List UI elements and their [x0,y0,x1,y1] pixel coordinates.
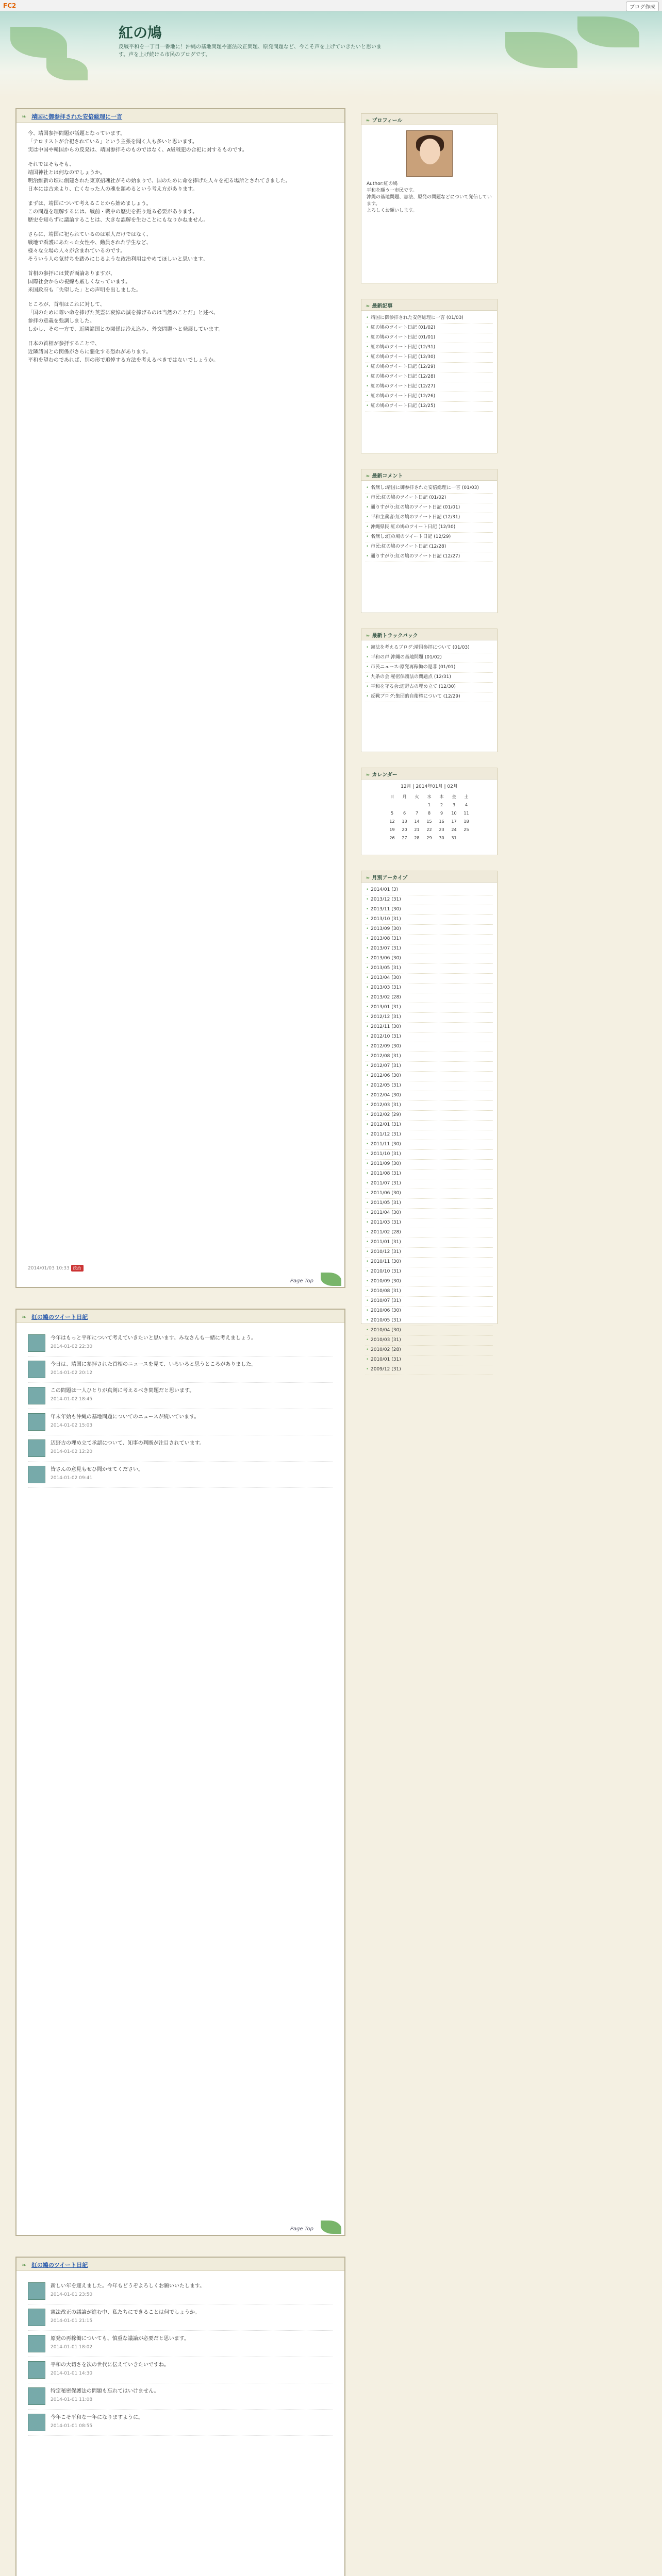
archive-item[interactable]: • 2010/09 (30) [366,1277,493,1287]
calendar-day [460,834,473,842]
tweet-time[interactable]: 2014-01-01 08:55 [51,2424,93,2429]
archive-item[interactable]: • 2011/08 (31) [366,1170,493,1179]
entry-date[interactable]: 2014/01/03 10:33 [28,1266,70,1271]
fc2-logo[interactable]: FC2 [3,2,16,9]
weekday-label: 火 [415,794,419,799]
archive-item[interactable]: • 2010/10 (31) [366,1267,493,1277]
list-item[interactable]: • 平和の声:沖縄の基地問題 (01/02) [366,653,493,663]
tweet-item [28,1409,333,1435]
calendar-day: 11 [464,810,469,816]
avatar[interactable] [28,1387,45,1404]
list-item[interactable]: • 沖縄県民:紅の鳩のツイート日記 (12/30) [366,523,493,533]
archive-item[interactable]: • 2013/10 (31) [366,915,493,925]
widget-title: ❧ 最新コメント [361,469,497,481]
tweet-text: 新しい年を迎えました。今年もどうぞよろしくお願いいたします。 [51,2283,205,2289]
entry-heading [16,109,344,123]
list-item[interactable]: • 名無し:紅の鳩のツイート日記 (12/29) [366,533,493,543]
avatar[interactable] [28,1466,45,1483]
page-top-link[interactable]: Page Top [290,1278,313,1284]
archive-item[interactable]: • 2011/04 (30) [366,1209,493,1218]
entry-paragraph: 今、靖国参拝問題が話題となっています。 「テロリストが合祀されている」という主張を聞く人も多いと思います。 実は中国や韓国からの反発は、靖国参拝そのものではなく、A級戦犯の合祀に対するものです。 [28,131,247,153]
calendar-day: 20 [402,827,407,832]
tweet-text: 憲法改正の議論が進む中、私たちにできることは何でしょうか。 [51,2310,200,2315]
entry-paragraph: それではそもそも、 靖国神社とは何なのでしょうか。 明治維新の頃に創建された東京招魂社がその始まりで、国のために命を捧げた人々を祀る場所とされてきました。 日本には古来より、亡くなった人の魂を鎮めるという考え方があります。 [28,162,291,192]
calendar-day: 26 [389,835,395,840]
fc2-toolbar [0,0,662,11]
list-item[interactable]: • 平和主義者:紅の鳩のツイート日記 (12/31) [366,513,493,523]
tweet-item [28,2357,333,2383]
tweet-time[interactable]: 2014-01-02 12:20 [51,1449,93,1454]
tweet-text: 年末年始も沖縄の基地問題についてのニュースが続いています。 [51,1414,200,1420]
calendar-day[interactable]: 2 [440,802,443,807]
calendar-day: 14 [414,819,420,824]
widget-title: ❧ 最新記事 [361,299,497,311]
avatar[interactable] [28,2335,45,2352]
archive-item[interactable]: • 2012/04 (30) [366,1091,493,1101]
entry-paragraph: まずは、靖国について考えることから始めましょう。 この問題を理解するには、戦前・戦中の歴史を振り返る必要があります。 歴史を知らずに議論することは、大きな誤解を生むことにもなりかねません。 [28,201,209,223]
calendar-table [386,792,473,842]
leaf-bullet-icon: ❧ [366,118,370,124]
tweet-item [28,2304,333,2331]
archive-item[interactable]: • 2013/06 (30) [366,954,493,964]
list-item[interactable]: • 紅の鳩のツイート日記 (12/25) [366,402,493,412]
archive-item[interactable]: • 2013/05 (31) [366,964,493,974]
tweet-text: 今年はもっと平和について考えていきたいと思います。みなさんも一緒に考えましょう。 [51,1335,256,1341]
widget-title: ❧ カレンダー [361,768,497,779]
blog-entry [15,108,345,1288]
list-item[interactable]: • 紅の鳩のツイート日記 (12/26) [366,392,493,402]
leaf-decoration-icon [10,27,67,58]
tweet-item [28,2383,333,2410]
archive-item[interactable]: • 2010/01 (31) [366,1355,493,1365]
archive-item[interactable]: • 2010/11 (30) [366,1258,493,1267]
entry-title-link[interactable]: 紅の鳩のツイート日記 [31,2262,88,2268]
entry-title-link[interactable]: 靖国に御参拝された安倍総理に一言 [31,113,123,120]
recent-comments-widget [361,469,498,613]
calendar-day: 7 [415,810,419,816]
tweet-item [28,1435,333,1462]
archive-item[interactable]: • 2011/05 (31) [366,1199,493,1209]
tweet-text: 原発の再稼働についても、慎重な議論が必要だと思います。 [51,2336,189,2342]
archive-item[interactable]: • 2011/02 (28) [366,1228,493,1238]
leaf-bullet-icon: ❧ [366,633,370,639]
list-item[interactable]: • 紅の鳩のツイート日記 (12/27) [366,382,493,392]
profile-name: Author:紅の鳩 [367,181,398,187]
list-item[interactable]: • 紅の鳩のツイート日記 (12/31) [366,343,493,353]
calendar-day: 6 [403,810,406,816]
tweet-item [28,2410,333,2436]
calendar-day: 29 [426,835,432,840]
blog-title[interactable]: 紅の鳩 [119,24,162,41]
weekday-label: 日 [390,794,394,799]
page-top-link[interactable]: Page Top [290,2226,313,2232]
widget-title: ❧ プロフィール [361,114,497,125]
leaf-bullet-icon: ❧ [22,113,27,120]
archive-item[interactable]: • 2012/11 (30) [366,1023,493,1032]
list-item[interactable]: • 平和を守る会:辺野古の埋め立て (12/30) [366,683,493,692]
tweet-time[interactable]: 2014-01-01 14:30 [51,2371,93,2376]
list-item[interactable]: • 通りすがり:紅の鳩のツイート日記 (12/27) [366,552,493,562]
entry-body [16,2271,344,2443]
entry-title-link[interactable]: 紅の鳩のツイート日記 [31,1314,88,1320]
leaf-decoration-icon [46,58,88,80]
leaf-bullet-icon: ❧ [366,875,370,881]
archive-item[interactable]: • 2011/07 (31) [366,1179,493,1189]
entry-paragraph: さらに、靖国に祀られているのは軍人だけではなく、 戦地で看護にあたった女性や、動員された学生など、 様々な立場の人々が含まれているのです。 そういう人の気持ちを踏みにじるような政治利用はやめてほしいと思います。 [28,232,208,262]
list-item[interactable]: • 反戦ブログ:集団的自衛権について (12/29) [366,692,493,702]
archive-item[interactable]: • 2011/09 (30) [366,1160,493,1170]
archive-item[interactable]: • 2012/07 (31) [366,1062,493,1072]
tweet-item [28,2278,333,2304]
recent-entries-list [361,311,497,415]
archive-item[interactable]: • 2012/08 (31) [366,1052,493,1062]
calendar-day: 25 [464,827,469,832]
tweet-time[interactable]: 2014-01-02 18:45 [51,1397,93,1402]
archive-item[interactable]: • 2014/01 (3) [366,886,493,895]
tweet-time[interactable]: 2014-01-02 09:41 [51,1476,93,1481]
tweet-time[interactable]: 2014-01-02 20:12 [51,1370,93,1376]
archive-item[interactable]: • 2013/02 (28) [366,993,493,1003]
archive-item[interactable]: • 2010/02 (28) [366,1346,493,1355]
entry-heading [16,2258,344,2271]
recent-entries-widget [361,299,498,453]
entry-body [16,1323,344,1495]
entry-footer [28,1265,84,1272]
list-item[interactable]: • 紅の鳩のツイート日記 (01/02) [366,324,493,333]
list-item[interactable]: • 九条の会:秘密保護法の問題点 (12/31) [366,673,493,683]
archive-item[interactable]: • 2012/01 (31) [366,1121,493,1130]
calendar-day: 30 [439,835,444,840]
weekday-label: 土 [464,794,469,799]
archive-item[interactable]: • 2011/12 (31) [366,1130,493,1140]
entry-paragraph: 日本の首相が参拝することで、 近隣諸国との関係がさらに悪化する恐れがあります。 平和を望むのであれば、別の形で追悼する方法を考えるべきではないでしょうか。 [28,341,219,363]
archive-item[interactable]: • 2011/03 (31) [366,1218,493,1228]
archive-item[interactable]: • 2012/02 (29) [366,1111,493,1121]
calendar-day: 15 [426,819,432,824]
calendar-day: 24 [451,827,457,832]
trackbacks-widget [361,629,498,752]
calendar-day: 4 [465,802,468,807]
archive-item[interactable]: • 2013/08 (31) [366,935,493,944]
avatar[interactable] [28,1334,45,1352]
list-item[interactable]: • 憲法を考えるブログ:靖国参拝について (01/03) [366,643,493,653]
calendar-day [411,801,423,809]
archive-item[interactable]: • 2010/06 (30) [366,1307,493,1316]
tweet-text: この問題は一人ひとりが真剣に考えるべき問題だと思います。 [51,1388,195,1394]
list-item[interactable]: • 紅の鳩のツイート日記 (12/30) [366,353,493,363]
profile-text: 平和を願う一市民です。 沖縄の基地問題、憲法、原発の問題などについて発信しています。 よろしくお願いします。 [367,188,492,213]
archive-item[interactable]: • 2011/10 (31) [366,1150,493,1160]
tweet-time[interactable]: 2014-01-01 23:50 [51,2292,93,2297]
archive-item[interactable]: • 2012/10 (31) [366,1032,493,1042]
archive-item[interactable]: • 2009/12 (31) [366,1365,493,1375]
list-item[interactable]: • 市民ニュース:原発再稼働の是非 (01/01) [366,663,493,673]
calendar-day: 10 [451,810,457,816]
archive-item[interactable]: • 2010/04 (30) [366,1326,493,1336]
archive-item[interactable]: • 2012/09 (30) [366,1042,493,1052]
avatar[interactable] [28,1439,45,1457]
weekday-label: 月 [402,794,407,799]
tweet-item [28,1383,333,1409]
list-item[interactable]: • 紅の鳩のツイート日記 (12/28) [366,372,493,382]
list-item[interactable]: • 市民:紅の鳩のツイート日記 (01/02) [366,494,493,503]
blog-entry [15,2257,345,2576]
tweet-time[interactable]: 2014-01-01 21:15 [51,2318,93,2324]
calendar-day: 18 [464,819,469,824]
calendar-day: 31 [451,835,457,840]
avatar[interactable] [28,1361,45,1378]
calendar-day: 21 [414,827,420,832]
archive-item[interactable]: • 2013/12 (31) [366,895,493,905]
calendar-month-nav[interactable]: 12月 | 2014年01月 | 02月 [401,784,458,789]
widget-title: ❧ 月別アーカイブ [361,871,497,883]
tweet-item [28,1330,333,1357]
tweet-time[interactable]: 2014-01-01 11:08 [51,2397,93,2402]
avatar[interactable] [28,1413,45,1431]
calendar-day: 5 [390,810,394,816]
tweet-text: 今日は、靖国に参拝された首相のニュースを見て、いろいろと思うところがありました。 [51,1362,257,1367]
leaf-bullet-icon: ❧ [366,772,370,778]
tweet-item [28,2331,333,2357]
tweet-text: 平和の大切さを次の世代に伝えていきたいですね。 [51,2362,169,2368]
calendar-day: 12 [389,819,395,824]
list-item[interactable]: • 紅の鳩のツイート日記 (12/29) [366,363,493,372]
leaf-decoration-icon [505,32,577,68]
calendar-day: 27 [402,835,407,840]
leaf-bullet-icon: ❧ [22,2262,27,2268]
weekday-label: 木 [439,794,444,799]
leaf-corner-icon [321,2221,341,2234]
archive-item[interactable]: • 2013/11 (30) [366,905,493,915]
tweet-item [28,1462,333,1488]
archive-item[interactable]: • 2010/03 (31) [366,1336,493,1346]
calendar-day [399,801,411,809]
entry-heading [16,1310,344,1323]
tweet-time[interactable]: 2014-01-01 18:02 [51,2345,93,2350]
tweet-text: 今年こそ平和な一年になりますように。 [51,2415,143,2420]
weekday-label: 水 [427,794,432,799]
entry-body [16,123,344,378]
tweet-text: 特定秘密保護法の問題も忘れてはいけません。 [51,2388,159,2394]
trackbacks-list [361,640,497,705]
entry-paragraph: 首相の参拝には賛否両論ありますが、 国際社会からの視線も厳しくなっています。 米国政府も「失望した」との声明を出しました。 [28,271,141,293]
avatar[interactable] [28,2309,45,2326]
create-blog-button[interactable]: ブログ作成 [626,2,659,11]
widget-title: ❧ 最新トラックバック [361,629,497,640]
calendar-day[interactable]: 3 [452,802,456,807]
calendar-day: 16 [439,819,444,824]
tweet-item [28,1357,333,1383]
calendar-day: 22 [426,827,432,832]
blog-description: 反戦平和を一丁目一番地に！沖縄の基地問題や憲法改正問題、原発問題など、今こそ声を上げていきたいと思います。声を上げ続ける市民のブログです。 [119,44,382,58]
profile-widget [361,113,498,283]
leaf-corner-icon [321,1273,341,1286]
calendar-day: 17 [451,819,457,824]
archive-list [361,883,497,1378]
category-tag[interactable]: 政治 [71,1265,84,1272]
avatar[interactable] [28,2361,45,2379]
recent-comments-list [361,481,497,565]
list-item[interactable]: • 市民:紅の鳩のツイート日記 (12/28) [366,543,493,552]
archive-item[interactable]: • 2011/11 (30) [366,1140,493,1150]
archive-item[interactable]: • 2012/06 (30) [366,1072,493,1081]
leaf-bullet-icon: ❧ [366,303,370,309]
archive-item[interactable]: • 2013/01 (31) [366,1003,493,1013]
leaf-decoration-icon [577,16,639,47]
tweet-time[interactable]: 2014-01-02 22:30 [51,1344,93,1349]
archive-item[interactable]: • 2011/01 (31) [366,1238,493,1248]
avatar[interactable] [28,2387,45,2405]
archives-widget [361,871,498,1372]
avatar[interactable] [28,2414,45,2431]
calendar-day: 9 [440,810,443,816]
leaf-bullet-icon: ❧ [22,1314,27,1320]
calendar-day: 8 [427,810,431,816]
calendar-day: 13 [402,819,407,824]
archive-item[interactable]: • 2010/05 (31) [366,1316,493,1326]
tweet-text: 皆さんの意見もぜひ聞かせてください。 [51,1467,143,1472]
calendar-day[interactable]: 1 [427,802,431,807]
calendar-day: 19 [389,827,395,832]
tweet-time[interactable]: 2014-01-02 15:03 [51,1423,93,1428]
archive-item[interactable]: • 2013/04 (30) [366,974,493,984]
archive-item[interactable]: • 2012/12 (31) [366,1013,493,1023]
list-item[interactable]: • 通りすがり:紅の鳩のツイート日記 (01/01) [366,503,493,513]
entry-paragraph: ところが、首相はこれに対して、 「国のために尊い命を捧げた英霊に哀悼の誠を捧げるのは当然のことだ」と述べ、 参拝の意義を強調しました。 しかし、その一方で、近隣諸国との関係は冷え込み、外交問題へと発展しています。 [28,302,224,332]
archive-item[interactable]: • 2011/06 (30) [366,1189,493,1199]
leaf-bullet-icon: ❧ [366,473,370,479]
archive-item[interactable]: • 2010/07 (31) [366,1297,493,1307]
archive-item[interactable]: • 2010/08 (31) [366,1287,493,1297]
avatar[interactable] [28,2282,45,2300]
archive-item[interactable]: • 2013/09 (30) [366,925,493,935]
blog-entry [15,1309,345,2236]
archive-item[interactable]: • 2012/03 (31) [366,1101,493,1111]
list-item[interactable]: • 紅の鳩のツイート日記 (01/01) [366,333,493,343]
archive-item[interactable]: • 2013/07 (31) [366,944,493,954]
calendar-day: 28 [414,835,420,840]
archive-item[interactable]: • 2012/05 (31) [366,1081,493,1091]
archive-item[interactable]: • 2010/12 (31) [366,1248,493,1258]
weekday-label: 金 [452,794,456,799]
calendar-widget [361,768,498,855]
tweet-text: 辺野古の埋め立て承認について、知事の判断が注目されています。 [51,1440,205,1446]
profile-avatar[interactable] [406,130,453,177]
list-item[interactable]: • 名無し:靖国に御参拝された安倍総理に一言 (01/03) [366,484,493,494]
calendar-day [386,801,399,809]
list-item[interactable]: • 靖国に御参拝された安倍総理に一言 (01/03) [366,314,493,324]
blog-header [0,11,662,98]
calendar-day: 23 [439,827,444,832]
archive-item[interactable]: • 2013/03 (31) [366,984,493,993]
